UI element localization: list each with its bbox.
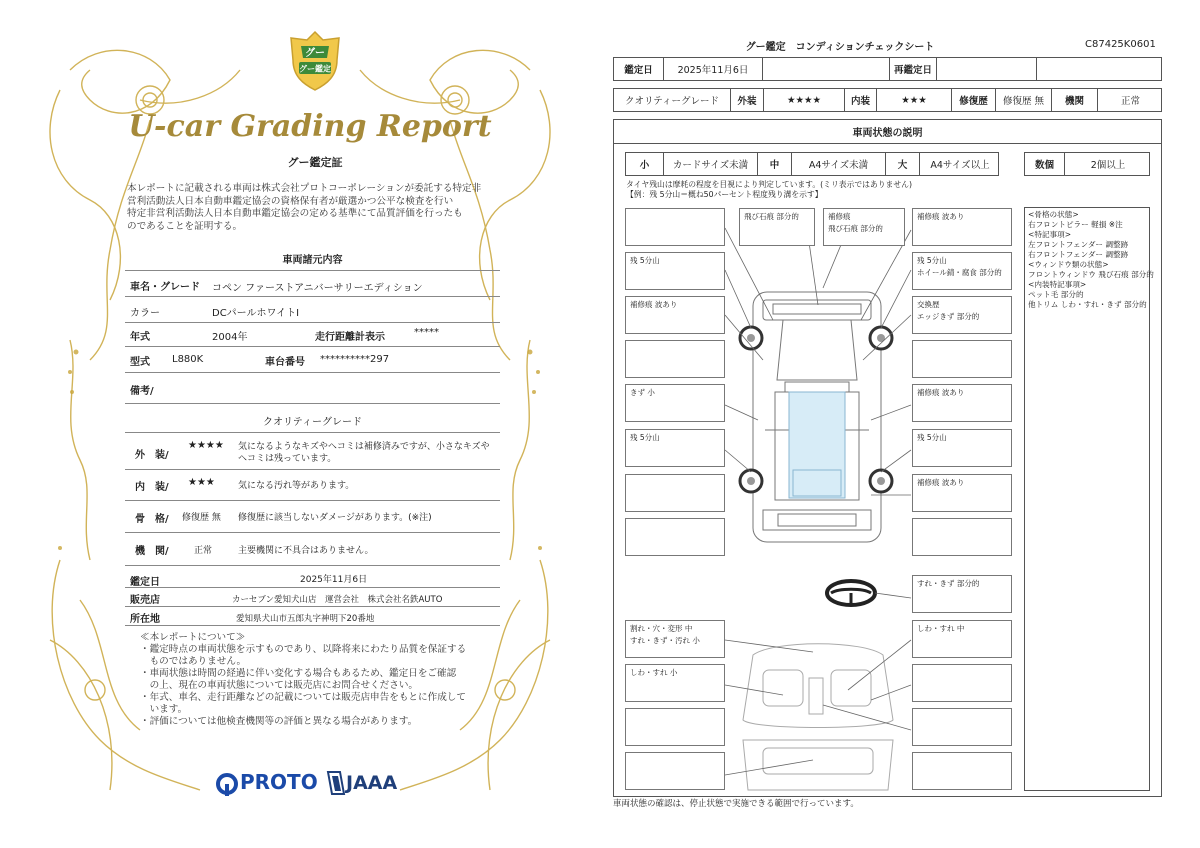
sheet-title: グー鑑定 コンディションチェックシート xyxy=(745,42,935,53)
exterior-desc-line: 気になるようなキズやヘコミは補修済みですが、小さなキズや xyxy=(238,442,490,452)
dealer-label: 販売店 xyxy=(130,595,160,606)
tire-example: 【例：残 5分山＝概ね50パーセント程度残り溝を示す】 xyxy=(626,190,823,199)
certificate-statement xyxy=(127,183,497,233)
note-line: ≪本レポートについて≫ xyxy=(140,632,246,643)
size-small: 小 xyxy=(626,153,664,175)
damage-box xyxy=(912,708,1012,746)
exterior-stars: ★★★★ xyxy=(188,440,224,451)
year-label: 年式 xyxy=(130,332,150,343)
int-label: 内装 xyxy=(845,89,877,111)
statement-line: のであることを証明する。 xyxy=(127,220,243,232)
note-line: ・評価については他検査機関等の評価と異なる場合があります。 xyxy=(140,716,418,727)
exterior-desc xyxy=(238,441,490,465)
date-label: 鑑定日 xyxy=(130,577,160,588)
logo-text: グー鑑定 xyxy=(299,64,331,74)
date-row xyxy=(613,57,1162,81)
interior-stars: ★★★ xyxy=(188,477,215,488)
spec-heading: 車両諸元内容 xyxy=(282,255,343,266)
size-small-desc: カードサイズ未満 xyxy=(664,153,758,175)
note-line: 左フロントフェンダー 調整跡 xyxy=(1028,240,1129,249)
damage-box: 残 5分山 xyxy=(625,252,725,290)
size-legend xyxy=(625,152,999,176)
frame-desc: 修復歴に該当しないダメージがあります。(※注) xyxy=(238,513,432,523)
damage-box xyxy=(912,664,1012,702)
interior-desc: 気になる汚れ等があります。 xyxy=(238,481,355,491)
damage-box xyxy=(625,474,725,512)
divider xyxy=(125,625,500,626)
damage-box xyxy=(912,340,1012,378)
damage-box xyxy=(625,708,725,746)
exterior-desc-line: ヘコミは残っています。 xyxy=(238,454,337,464)
statement-line: 特定非営利活動法人日本自動車鑑定協会の定める基準にて品質評価を行ったも xyxy=(127,208,463,219)
chassis-label: 車台番号 xyxy=(265,357,305,368)
remarks-label: 備考/ xyxy=(130,386,154,397)
damage-box: 補修痕 波あり xyxy=(912,208,1012,246)
note-line: <内装特記事項> xyxy=(1028,280,1087,289)
ext-value: ★★★★ xyxy=(764,89,845,111)
history-value: 修復歴 無 xyxy=(996,89,1052,111)
note-line: ものではありません。 xyxy=(140,656,247,667)
report-title: U-car Grading Report xyxy=(128,109,492,144)
note-line: 右フロントフェンダー 調整跡 xyxy=(1028,250,1129,259)
damage-box: 飛び石痕 部分的 xyxy=(739,208,815,246)
report-notes xyxy=(140,632,500,728)
size-mid: 中 xyxy=(758,153,792,175)
color-label: カラー xyxy=(130,308,160,319)
damage-box: 割れ・穴・変形 中 すれ・きず・汚れ 小 xyxy=(625,620,725,658)
damage-box: 補修痕 波あり xyxy=(912,474,1012,512)
engine-value: 正常 xyxy=(1120,96,1140,107)
note-line: フロントウィンドウ 飛び石痕 部分的 xyxy=(1028,270,1154,279)
redate-value xyxy=(937,58,1037,80)
damage-box: 補修痕 波あり xyxy=(625,296,725,334)
count-label: 数個 xyxy=(1025,153,1065,175)
size-mid-desc: A4サイズ未満 xyxy=(792,153,886,175)
damage-box: 残 5分山 xyxy=(912,429,1012,467)
divider xyxy=(125,322,500,323)
divider xyxy=(125,270,500,271)
damage-box: きず 小 xyxy=(625,384,725,422)
sheet-footer: 車両状態の確認は、停止状態で実施できる範囲で行っています。 xyxy=(613,799,859,809)
goo-kantei-logo xyxy=(287,30,343,92)
proto-logo-icon xyxy=(216,772,238,796)
note-line: 右フロントピラー 軽損 ※注 xyxy=(1028,220,1123,229)
frame-value: 修復歴 無 xyxy=(182,513,221,523)
damage-box: 補修痕 波あり xyxy=(912,384,1012,422)
grade-label: クオリティーグレード xyxy=(614,89,731,111)
chassis-value: **********297 xyxy=(320,354,390,365)
divider xyxy=(125,432,500,433)
certificate-title: グー鑑定証 xyxy=(287,156,343,169)
note-line: の上、現在の車両状態については販売店にお問合せください。 xyxy=(140,680,419,691)
engine-desc: 主要機関に不具合はありません。 xyxy=(238,546,374,556)
model-value: L880K xyxy=(172,354,204,365)
grade-row xyxy=(613,88,1162,112)
note-line: ・年式、車名、走行距離などの記載については販売店申告をもとに作成して xyxy=(140,692,466,703)
date-label: 鑑定日 xyxy=(614,58,664,80)
size-large: 大 xyxy=(886,153,920,175)
redate-empty xyxy=(1037,58,1163,80)
engine-label: 機関 xyxy=(1052,89,1098,111)
int-value: ★★★ xyxy=(877,89,952,111)
note-line: <ウィンドウ類の状態> xyxy=(1028,260,1109,269)
divider xyxy=(125,403,500,404)
address-label: 所在地 xyxy=(130,614,160,625)
year-value: 2004年 xyxy=(212,332,248,343)
note-line: <特記事項> xyxy=(1028,230,1072,239)
statement-line: 本レポートに記載される車両は株式会社プロトコーポレーションが委託する特定非 xyxy=(127,183,482,194)
damage-box: すれ・きず 部分的 xyxy=(912,575,1012,613)
damage-box xyxy=(625,340,725,378)
damage-box xyxy=(912,518,1012,556)
quality-heading: クオリティーグレード xyxy=(263,417,362,428)
engine-value: 正常 xyxy=(194,546,213,556)
jaaa-logo-text: JAAA xyxy=(346,772,398,794)
divider xyxy=(125,500,500,501)
damage-box xyxy=(625,208,725,246)
state-heading: 車両状態の説明 xyxy=(613,119,1162,144)
history-label: 修復歴 xyxy=(952,89,996,111)
sheet-id: C87425K0601 xyxy=(1085,39,1156,50)
damage-box xyxy=(625,518,725,556)
damage-box xyxy=(912,752,1012,790)
name-value: コペン ファーストアニバーサリーエディション xyxy=(212,283,423,294)
damage-box: 交換歴 エッジきず 部分的 xyxy=(912,296,1012,334)
divider xyxy=(125,606,500,607)
date-empty xyxy=(763,58,890,80)
damage-box: しわ・すれ 小 xyxy=(625,664,725,702)
note-line: ペット毛 部分的 xyxy=(1028,290,1084,299)
note-line: ・鑑定時点の車両状態を示すものであり、以降将来にわたり品質を保証する xyxy=(140,644,467,655)
damage-box: 残 5分山 xyxy=(625,429,725,467)
damage-box: 補修痕 飛び石痕 部分的 xyxy=(823,208,905,246)
steering-wheel-icon xyxy=(827,581,875,605)
count-value: 2個以上 xyxy=(1090,160,1126,171)
exterior-label: 外 装/ xyxy=(135,450,169,461)
note-line: 他トリム しわ・すれ・きず 部分的 xyxy=(1028,300,1147,309)
tire-note: タイヤ残山は摩耗の程度を目視により判定しています。(ミリ表示ではありません) xyxy=(626,180,912,189)
note-line: <骨格の状態> xyxy=(1028,210,1079,219)
interior-label: 内 装/ xyxy=(135,482,169,493)
note-line: います。 xyxy=(140,704,188,715)
frame-label: 骨 格/ xyxy=(135,514,169,525)
count-legend xyxy=(1024,152,1150,176)
redate-label: 再鑑定日 xyxy=(890,58,937,80)
divider xyxy=(125,469,500,470)
condition-notes xyxy=(1028,210,1153,310)
size-large-desc: A4サイズ以上 xyxy=(930,160,990,171)
divider xyxy=(125,372,500,373)
divider xyxy=(125,587,500,588)
mileage-value: ***** xyxy=(414,327,439,338)
divider xyxy=(125,346,500,347)
date-value: 2025年11月6日 xyxy=(664,58,763,80)
divider xyxy=(125,565,500,566)
svg-text:グー: グー xyxy=(305,48,325,59)
damage-box: 残 5分山 ホイール錆・腐食 部分的 xyxy=(912,252,1012,290)
damage-box: しわ・すれ 中 xyxy=(912,620,1012,658)
divider xyxy=(125,296,500,297)
dealer-value: カーセブン愛知犬山店 運営会社 株式会社名鉄AUTO xyxy=(232,595,443,605)
note-line: ・車両状態は時間の経過に伴い変化する場合もあるため、鑑定日をご確認 xyxy=(140,668,457,679)
jaaa-logo-icon xyxy=(326,770,346,796)
model-label: 型式 xyxy=(130,357,150,368)
name-label: 車名・グレード xyxy=(130,282,200,293)
ext-label: 外装 xyxy=(731,89,764,111)
color-value: DCパールホワイトI xyxy=(212,308,300,319)
proto-logo-text: PROTO xyxy=(240,770,318,794)
damage-box xyxy=(625,752,725,790)
divider xyxy=(125,532,500,533)
report-title-graphic xyxy=(128,104,492,146)
statement-line: 営利活動法人日本自動車鑑定協会の資格保有者が厳選かつ公平な検査を行い xyxy=(127,195,454,207)
date-value: 2025年11月6日 xyxy=(300,575,368,585)
address-value: 愛知県犬山市五郎丸字神明下20番地 xyxy=(236,614,375,624)
engine-label: 機 関/ xyxy=(135,546,169,557)
mileage-label: 走行距離計表示 xyxy=(315,332,385,343)
